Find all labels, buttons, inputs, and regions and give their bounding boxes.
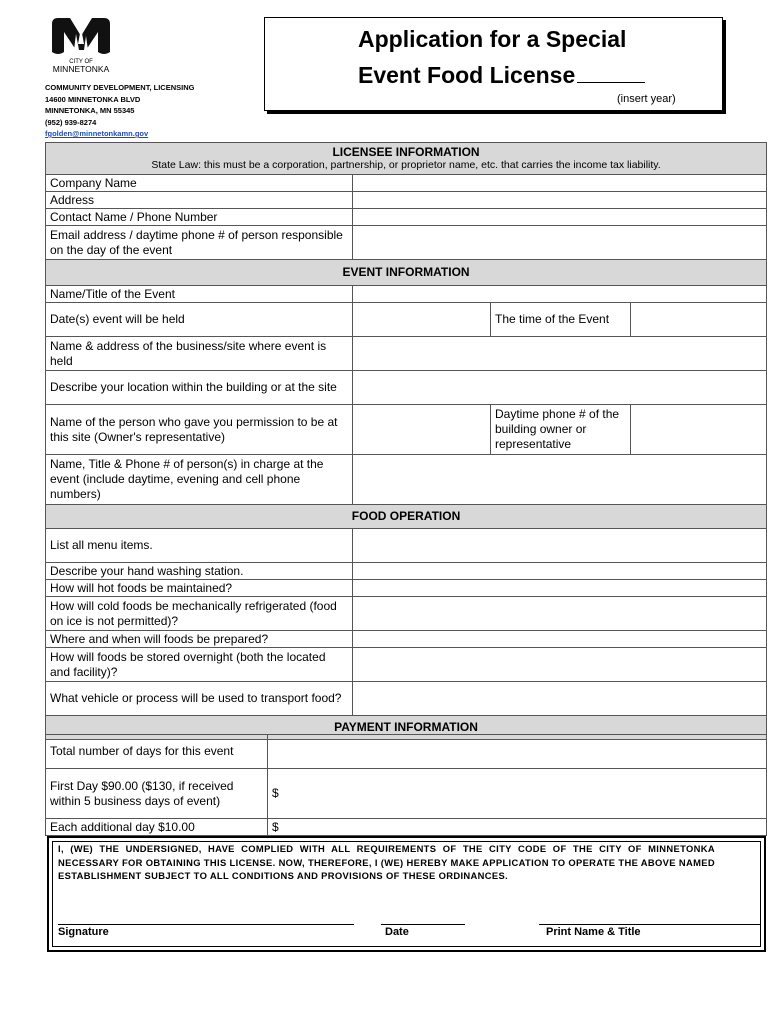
permission-input[interactable]	[353, 405, 491, 455]
section-header-licensee	[46, 143, 767, 175]
form-row	[46, 455, 767, 505]
field-label: Name, Title & Phone # of person(s) in charge at the event (include daytime, evening and cell phone numbers)	[46, 455, 353, 505]
city-logo	[48, 14, 118, 76]
field-label: Describe your hand washing station.	[46, 563, 353, 580]
year-blank[interactable]	[577, 82, 645, 83]
email-link[interactable]: fgolden@minnetonkamn.gov	[45, 129, 149, 138]
site-address-input[interactable]	[353, 337, 767, 371]
in-charge-input[interactable]	[353, 455, 767, 505]
field-label: Name/Title of the Event	[46, 286, 353, 303]
section-title: EVENT INFORMATION	[46, 260, 767, 286]
field-label: Address	[46, 192, 353, 209]
print-name-line[interactable]	[539, 924, 761, 925]
event-name-input[interactable]	[353, 286, 767, 303]
certification-box	[47, 836, 766, 952]
field-label: Name of the person who gave you permission to be at this site (Owner's representative)	[46, 405, 353, 455]
signature-label: Signature	[58, 926, 109, 938]
section-subtitle: State Law: this must be a corporation, partnership, or proprietor name, etc. that carries the income tax liability.	[151, 159, 661, 171]
form-row	[46, 580, 767, 597]
menu-items-input[interactable]	[353, 529, 767, 563]
svg-text:MINNETONKA: MINNETONKA	[52, 64, 110, 74]
field-label: Date(s) event will be held	[46, 303, 353, 337]
section-header-event	[46, 260, 767, 286]
form-row	[46, 286, 767, 303]
form-row	[46, 192, 767, 209]
first-day-amount-input[interactable]: $	[268, 769, 767, 819]
form-row	[46, 597, 767, 631]
form-row	[46, 226, 767, 260]
field-label: How will foods be stored overnight (both the located and facility)?	[46, 648, 353, 682]
field-label: First Day $90.00 ($130, if received within 5 business days of event)	[46, 769, 268, 819]
org-line: 14600 MINNETONKA BLVD	[45, 94, 141, 104]
form-row	[46, 563, 767, 580]
food-prep-input[interactable]	[353, 631, 767, 648]
company-name-input[interactable]	[353, 175, 767, 192]
print-name-label: Print Name & Title	[546, 926, 641, 938]
title-line-2-text: Event Food License	[358, 62, 576, 88]
section-header-food	[46, 505, 767, 529]
city-logo-mark	[48, 14, 118, 76]
field-label: Where and when will foods be prepared?	[46, 631, 353, 648]
cold-foods-input[interactable]	[353, 597, 767, 631]
email-phone-input[interactable]	[353, 226, 767, 260]
form-row	[46, 529, 767, 563]
form-row	[46, 303, 767, 337]
title-line-1: Application for a Special	[358, 26, 627, 52]
field-label: Describe your location within the building or at the site	[46, 371, 353, 405]
event-dates-input[interactable]	[353, 303, 491, 337]
form-row	[46, 735, 767, 769]
hand-washing-input[interactable]	[353, 563, 767, 580]
form-row	[46, 769, 767, 819]
owner-phone-input[interactable]	[631, 405, 767, 455]
transport-input[interactable]	[353, 682, 767, 716]
contact-input[interactable]	[353, 209, 767, 226]
field-label: Email address / daytime phone # of person responsible on the day of the event	[46, 226, 353, 260]
field-label: Contact Name / Phone Number	[46, 209, 353, 226]
address-input[interactable]	[353, 192, 767, 209]
payment-table	[45, 734, 767, 836]
field-label: Each additional day $10.00	[46, 819, 268, 836]
form-row	[46, 819, 767, 836]
form-row	[46, 648, 767, 682]
field-label: How will hot foods be maintained?	[46, 580, 353, 597]
hot-foods-input[interactable]	[353, 580, 767, 597]
form-row	[46, 682, 767, 716]
section-title: LICENSEE INFORMATION	[332, 145, 480, 159]
event-time-input[interactable]	[631, 303, 767, 337]
additional-day-amount-input[interactable]: $	[268, 819, 767, 836]
field-label: List all menu items.	[46, 529, 353, 563]
year-hint: (insert year)	[617, 93, 676, 105]
field-label: How will cold foods be mechanically refrigerated (food on ice is not permitted)?	[46, 597, 353, 631]
organization-address	[45, 82, 194, 140]
form-row	[46, 631, 767, 648]
signature-line[interactable]	[58, 924, 354, 925]
form-row	[46, 209, 767, 226]
field-label: What vehicle or process will be used to transport food?	[46, 682, 353, 716]
svg-text:CITY OF: CITY OF	[69, 59, 93, 65]
org-line: (952) 939-8274	[45, 117, 97, 127]
overnight-storage-input[interactable]	[353, 648, 767, 682]
section-title: FOOD OPERATION	[46, 505, 767, 529]
title-box	[264, 17, 723, 111]
total-days-input[interactable]	[268, 735, 767, 769]
field-label: Name & address of the business/site where event is held	[46, 337, 353, 371]
form-row	[46, 337, 767, 371]
org-line: COMMUNITY DEVELOPMENT, LICENSING	[45, 83, 195, 92]
date-label: Date	[385, 926, 409, 938]
section-title: PAYMENT INFORMATION	[46, 716, 767, 740]
field-label: Daytime phone # of the building owner or representative	[491, 405, 631, 455]
field-label: The time of the Event	[491, 303, 631, 337]
form-row	[46, 405, 767, 455]
date-line[interactable]	[381, 924, 465, 925]
org-line: MINNETONKA, MN 55345	[45, 106, 135, 115]
certification-statement: I, (WE) THE UNDERSIGNED, HAVE COMPLIED WITH ALL REQUIREMENTS OF THE CITY CODE OF THE CITY OF MINNETONKA NECESSARY FOR OBTAINING THIS LICENSE. NOW, THEREFORE, I (WE) HEREBY MAKE APPLICATION TO OPERATE THE ABOVE NAMED ESTABLISHMENT SUBJECT TO ALL CONDITIONS AND PROVISIONS OF THESE ORDINANCES.	[58, 843, 715, 881]
form-row	[46, 175, 767, 192]
field-label: Total number of days for this event	[46, 735, 268, 769]
field-label: Company Name	[46, 175, 353, 192]
title-line-2	[358, 62, 645, 89]
form-row	[46, 371, 767, 405]
location-input[interactable]	[353, 371, 767, 405]
application-form-table	[45, 142, 767, 740]
